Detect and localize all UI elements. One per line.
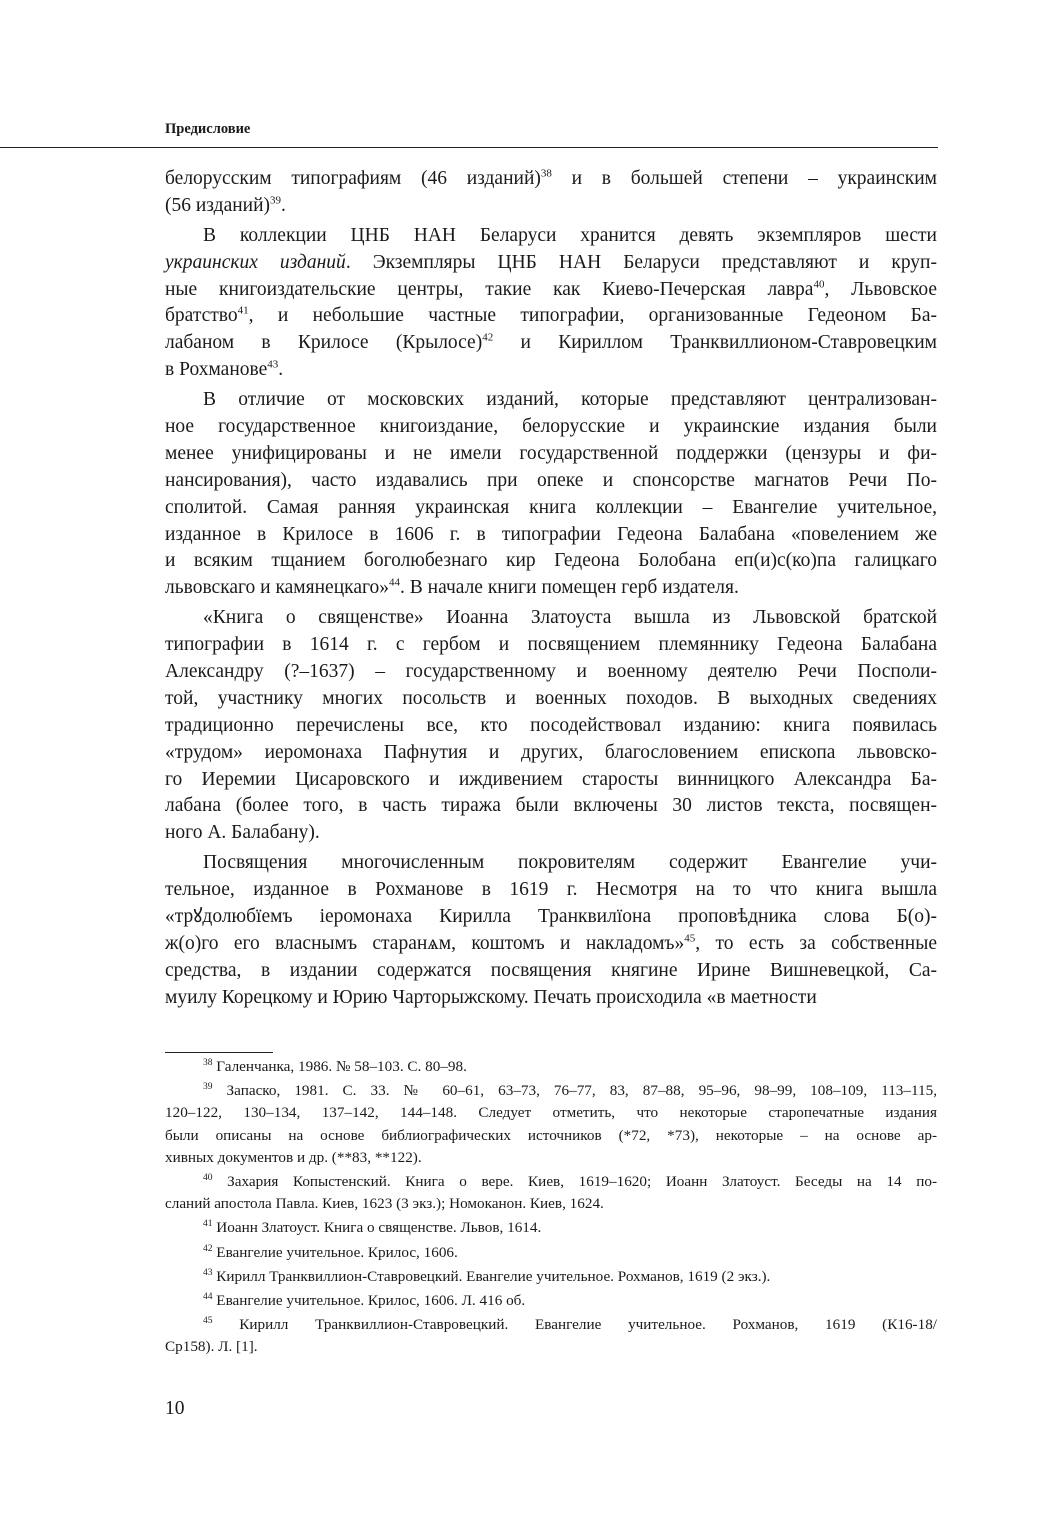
text-line: Александру (?–1637) – государственному и военному деятелю Речи Посполи- [165,661,937,683]
footnote-ref[interactable]: 45 [684,932,696,945]
footnote-38 [165,1056,937,1078]
footnote-number: 42 [203,1243,213,1254]
paragraph [165,223,937,384]
footnote-ref[interactable]: 44 [389,576,400,589]
footnote-separator [165,1052,273,1053]
text-line: менее унифицированы и не имели государственной поддержки (цензуры и фи- [165,442,937,464]
text-line: нансирования), часто издавались при опеке и спонсорстве магнатов Речи По- [165,469,937,491]
footnote-ref[interactable]: 38 [540,167,552,180]
text-line: типографии в 1614 г. с гербом и посвящением племяннику Гедеона Балабана [165,634,937,656]
text-line: (56 изданий)$^{39}$. [165,194,286,216]
text-line: средства, в издании содержатся посвящения княгине Ирине Вишневецкой, Са- [165,959,937,981]
paragraph [165,166,937,220]
text-line: украинских изданий. Экземпляры ЦНБ НАН Беларуси представляют и круп- [165,251,937,273]
text-line: В отличие от московских изданий, которые представляют централизован- [203,389,937,411]
footnote-line: $^{40}$ Захария Копыстенский. Книга о вере. Киев, 1619–1620; Иоанн Златоуст. Беседы на 14 по- [203,1172,937,1190]
text-line: ного А. Балабану). [165,822,320,844]
text-line: муилу Корецкому и Юрию Чарторыжскому. Печать происходила «в маетности [165,986,817,1008]
text-line: львовскаго и камянецкаго»$^{44}$. В начале книги помещен герб издателя. [165,576,739,599]
text-line: го Иеремии Цисаровского и иждивением старосты винницкого Александра Ба- [165,768,937,790]
text-line: сполитой. Самая ранняя украинская книга коллекции – Евангелие учительное, [165,496,937,518]
text-line: тельное, изданное в Рохманове в 1619 г. Несмотря на то что книга вышла [165,879,937,901]
footnote-number: 43 [203,1267,213,1278]
footnote-line: сланий апостола Павла. Киев, 1623 (3 экз.); Номоканон. Киев, 1624. [165,1195,604,1213]
page-number: 10 [165,1398,185,1419]
footnote-number: 41 [203,1219,213,1230]
footnote-39 [165,1080,937,1169]
text-line: в Рохманове$^{43}$. [165,358,284,381]
text-line: белорусским типографиям (46 изданий)$^{38}$ и в большей степени – украинским [165,167,937,189]
footnote-line: $^{41}$ Иоанн Златоуст. Книга о священстве. Львов, 1614. [203,1219,542,1237]
footnote-number: 44 [203,1291,213,1302]
footnote-line: были описаны на основе библиографических источников (*72, *73), некоторые – на основе ар- [165,1126,937,1144]
text-line: лабана (более того, в часть тиража были включены 30 листов текста, посвящен- [165,795,937,817]
footnote-ref[interactable]: 40 [813,278,825,291]
text-line: ное государственное книгоиздание, белорусские и украинские издания были [165,416,937,438]
paragraph [165,387,937,602]
footnote-line: Ср158). Л. [1]. [165,1338,258,1356]
body-text [165,166,937,1015]
paragraph [165,850,937,1011]
footnote-41 [165,1217,937,1239]
footnote-ref[interactable]: 43 [267,358,279,371]
footnote-ref[interactable]: 42 [482,331,494,344]
text-line: В коллекции ЦНБ НАН Беларуси хранится девять экземпляров шести [203,224,937,246]
text-line: и всяким тщанием боголюбезнаго кир Гедеона Болобана еп(и)с(ко)па галицкаго [165,550,937,572]
footnote-number: 39 [203,1082,213,1093]
text-line: «трꙋдолюбїемъ іеромонаха Кирилла Транквилїона проповѣдника слова Б(о)- [165,906,937,928]
footnote-number: 38 [203,1057,213,1068]
paragraph [165,605,937,847]
text-line: ж(о)го его власнымъ старанѧм, коштомъ и накладомъ»$^{45}$, то есть за собственные [165,932,937,954]
footnote-line: $^{42}$ Евангелие учительное. Крилос, 1606. [203,1243,458,1261]
footnote-42 [165,1242,937,1264]
running-head: Предисловие [165,121,251,137]
footnote-number: 45 [203,1316,213,1326]
text-line: «трудом» иеромонаха Пафнутия и других, благословением епископа львовско- [165,741,937,763]
text-line: братство$^{41}$, и небольшие частные типографии, организованные Гедеоном Ба- [165,304,937,327]
footnote-44 [165,1290,937,1312]
footnote-line: хивных документов и др. (**83, **122). [165,1148,422,1166]
footnote-ref[interactable]: 39 [270,194,282,207]
footnote-43 [165,1266,937,1288]
footnote-line: $^{45}$ Кирилл Транквиллион-Ставровецкий. Евангелие учительное. Рохманов, 1619 (К16-18/ [203,1316,938,1334]
text-line: изданное в Крилосе в 1606 г. в типографии Гедеона Балабана «повелением же [165,523,937,545]
footnote-line: $^{44}$ Евангелие учительное. Крилос, 1606. Л. 416 об. [203,1291,526,1309]
footnote-line: $^{38}$ Галенчанка, 1986. № 58–103. С. 80–98. [203,1057,467,1075]
footnotes [165,1056,937,1360]
footnote-ref[interactable]: 41 [237,304,249,317]
text-line: традиционно перечислены все, кто посодействовал изданию: книга появилась [165,714,937,736]
text-line: ные книгоиздательские центры, такие как Киево-Печерская лавра$^{40}$, Львовское [165,278,938,300]
footnote-40 [165,1171,937,1215]
text-line: той, участнику многих посольств и военных походов. В выходных сведениях [165,687,937,709]
text-line: «Книга о священстве» Иоанна Златоуста вышла из Львовской братской [203,607,937,629]
footnote-line: $^{39}$ Запаско, 1981. С. 33. № 60–61, 63–73, 76–77, 83, 87–88, 95–96, 98–99, 108–109, 113–115, [203,1082,938,1100]
header-rule [0,147,938,148]
text-line: лабаном в Крилосе (Крылосе)$^{42}$ и Кириллом Транквиллионом-Ставровецким [165,331,938,354]
footnote-45 [165,1314,937,1358]
text-line: Посвящения многочисленным покровителям содержит Евангелие учи- [203,852,937,874]
footnote-number: 40 [203,1172,213,1183]
footnote-line: 120–122, 130–134, 137–142, 144–148. Следует отметить, что некоторые старопечатные издания [165,1104,937,1122]
footnote-line: $^{43}$ Кирилл Транквиллион-Ставровецкий. Евангелие учительное. Рохманов, 1619 (2 экз.). [203,1267,771,1285]
